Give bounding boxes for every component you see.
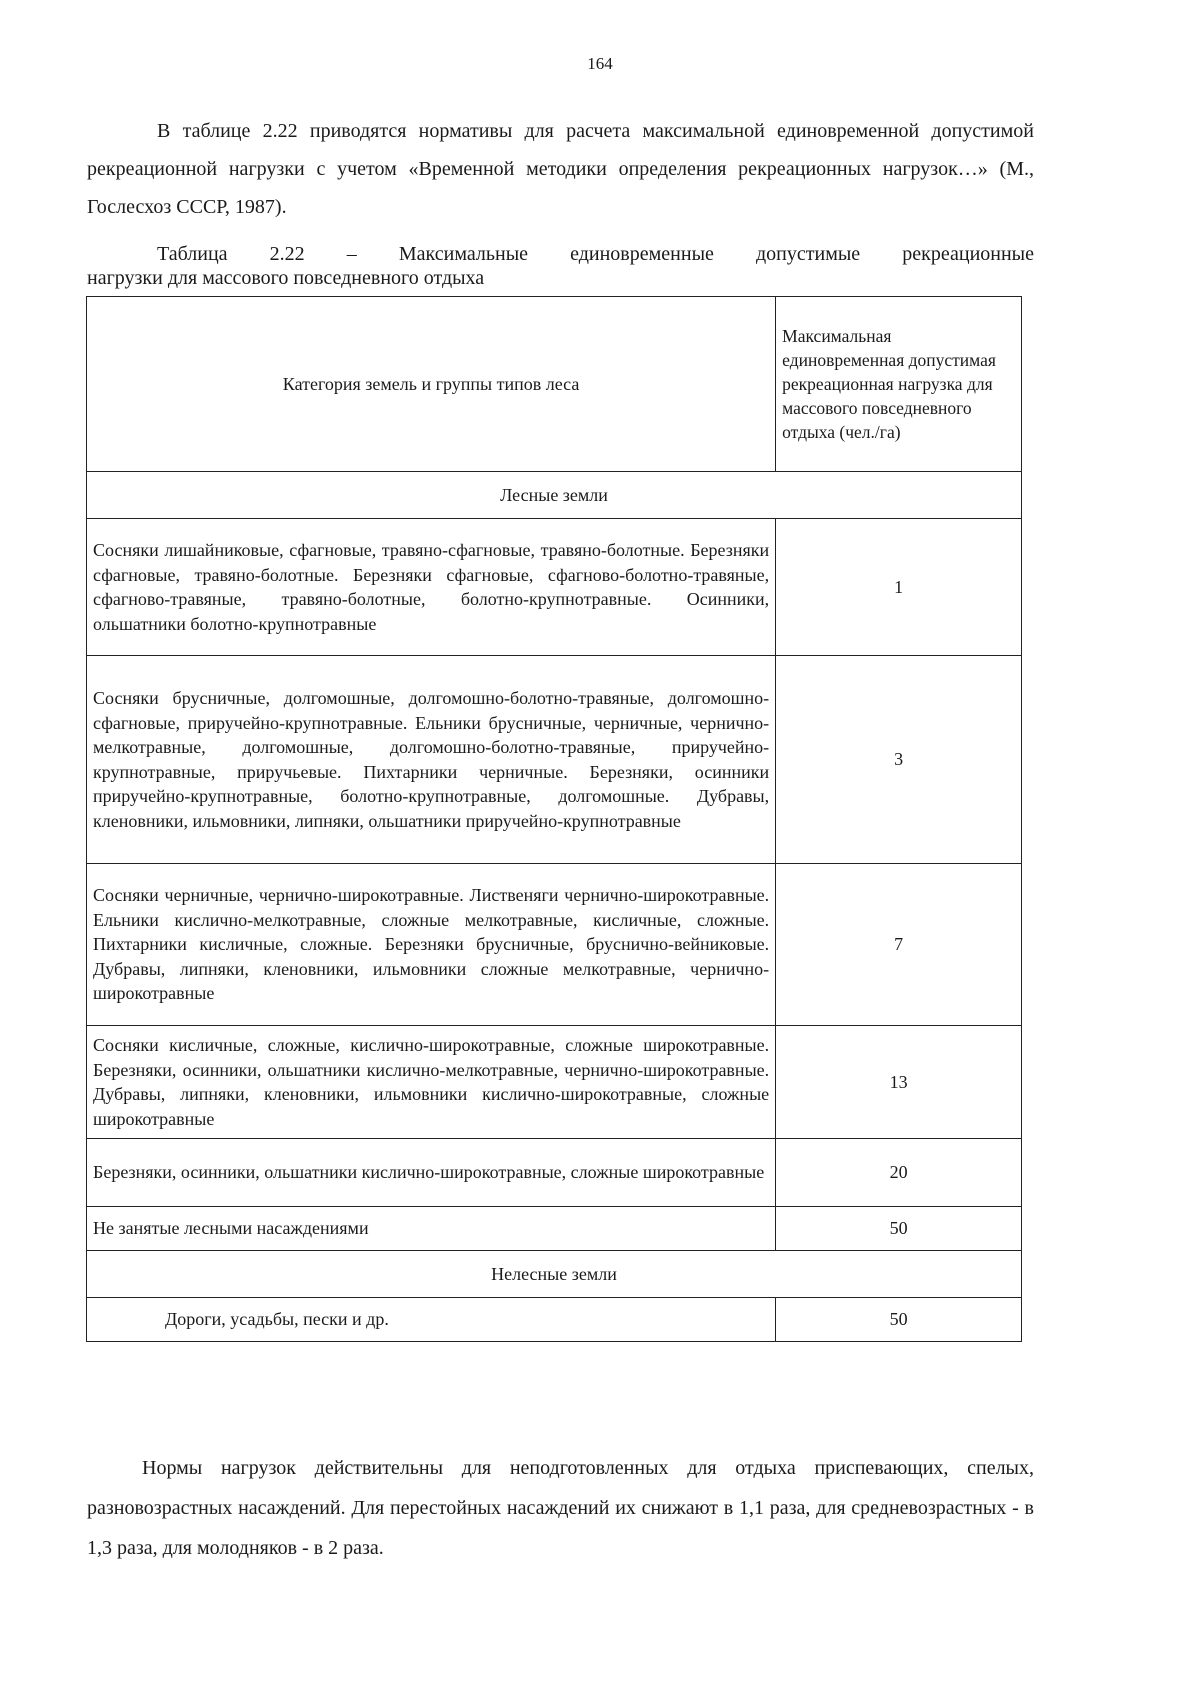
row-category: Сосняки брусничные, долгомошные, долгомошно-болотно-травяные, долгомошно-сфагновые, приручейно-крупнотравные. Ельники брусничные, черничные, чернично-мелкотравные, долгомошные, долгомошно-болотно-травяные, приручейно-крупнотравные, приручьевые. Пихтарники черничные. Березняки, осинники приручейно-крупнотравные, болотно-крупнотравные, долгомошные. Дубравы, кленовники, ильмовники, липняки, ольшатники приручейно-крупнотравные [87, 656, 776, 864]
table-row [87, 1139, 1022, 1207]
row-value: 3 [776, 656, 1022, 864]
table-row [87, 1207, 1022, 1251]
recreation-load-table [86, 296, 1022, 1342]
row-category: Сосняки кисличные, сложные, кислично-широкотравные, сложные широкотравные. Березняки, осинники, ольшатники кислично-мелкотравные, чернично-широкотравные. Дубравы, липняки, кленовники, ильмовники кислично-широкотравные, сложные широкотравные [87, 1026, 776, 1139]
row-value: 50 [776, 1298, 1022, 1342]
section-row-forest [87, 472, 1022, 519]
table-row [87, 656, 1022, 864]
table-header-row [87, 297, 1022, 472]
row-category: Березняки, осинники, ольшатники кислично-широкотравные, сложные широкотравные [87, 1139, 776, 1207]
closing-paragraph: Нормы нагрузок действительны для неподготовленных для отдыха приспевающих, спелых, разновозрастных насаждений. Для перестойных насаждений их снижают в 1,1 раза, для средневозрастных - в 1,3 раза, для молодняков - в 2 раза. [87, 1457, 1034, 1559]
row-category: Дороги, усадьбы, пески и др. [87, 1298, 776, 1342]
table-row [87, 1298, 1022, 1342]
page-number: 164 [587, 54, 613, 73]
section-forest-lands: Лесные земли [87, 472, 1022, 519]
row-value: 1 [776, 519, 1022, 656]
row-category: Сосняки лишайниковые, сфагновые, травяно-сфагновые, травяно-болотные. Березняки сфагновые, травяно-болотные. Березняки сфагновые, сфагново-болотно-травяные, сфагново-травяные, травяно-болотные, болотно-крупнотравные. Осинники, ольшатники болотно-крупнотравные [87, 519, 776, 656]
section-nonforest-lands: Нелесные земли [87, 1251, 1022, 1298]
table-caption [87, 242, 1034, 290]
table-caption-line-2: нагрузки для массового повседневного отдыха [87, 267, 485, 289]
row-category: Не занятые лесными насаждениями [87, 1207, 776, 1251]
header-value: Максимальная единовременная допустимая рекреационная нагрузка для массового повседневного отдыха (чел./га) [776, 297, 1022, 472]
section-row-nonforest [87, 1251, 1022, 1298]
header-category: Категория земель и группы типов леса [87, 297, 776, 472]
table-caption-line-1: Таблица 2.22 – Максимальные единовременные допустимые рекреационные [157, 243, 1034, 265]
table-row [87, 519, 1022, 656]
row-value: 20 [776, 1139, 1022, 1207]
table-row [87, 1026, 1022, 1139]
row-value: 7 [776, 864, 1022, 1026]
intro-paragraph: В таблице 2.22 приводятся нормативы для расчета максимальной единовременной допустимой рекреационной нагрузки с учетом «Временной методики определения рекреационных нагрузок…» (М., Гослесхоз СССР, 1987). [87, 120, 1034, 218]
row-value: 13 [776, 1026, 1022, 1139]
table-row [87, 864, 1022, 1026]
row-category: Сосняки черничные, чернично-широкотравные. Лиственяги чернично-широкотравные. Ельники кислично-мелкотравные, сложные мелкотравные, кисличные, сложные. Пихтарники кисличные, сложные. Березняки брусничные, бруснично-вейниковые. Дубравы, липняки, кленовники, ильмовники сложные мелкотравные, чернично-широкотравные [87, 864, 776, 1026]
row-value: 50 [776, 1207, 1022, 1251]
